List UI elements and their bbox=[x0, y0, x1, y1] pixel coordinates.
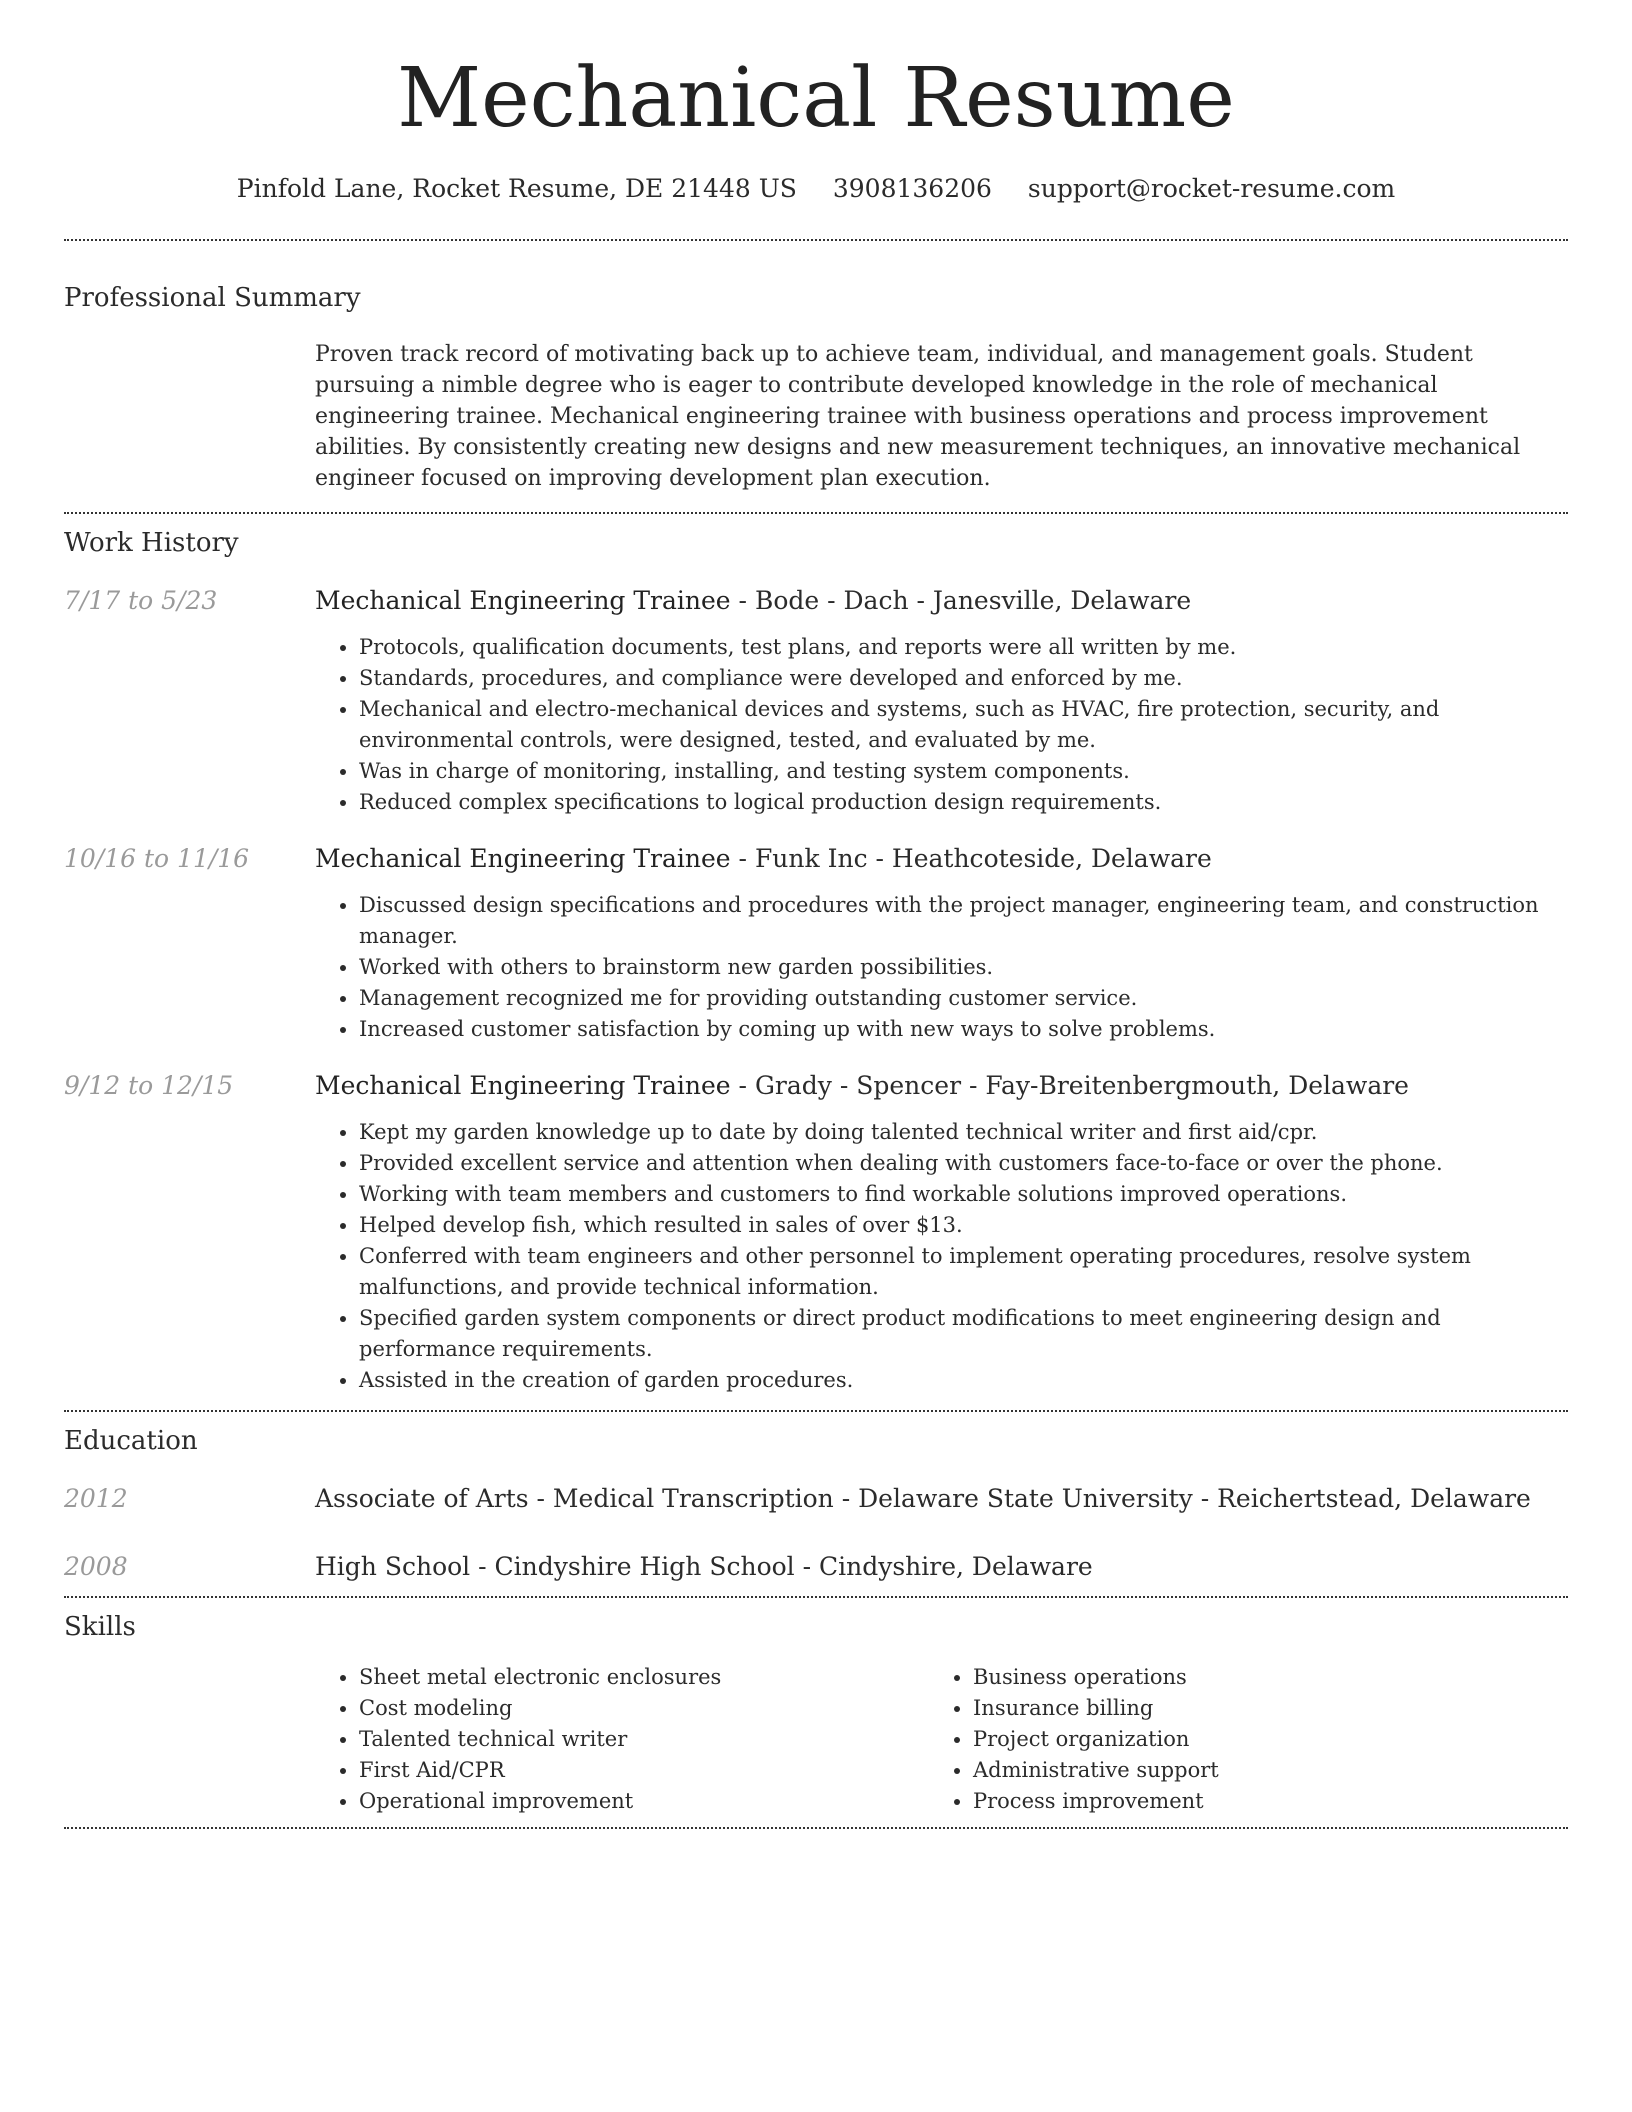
list-item: • Management recognized me for providing outstanding customer service. bbox=[359, 983, 1568, 1014]
list-item: • Worked with others to brainstorm new garden possibilities. bbox=[359, 952, 1568, 983]
job-dates: 9/12 to 12/15 bbox=[64, 1071, 234, 1100]
list-item: • Standards, procedures, and compliance were developed and enforced by me. bbox=[359, 663, 1568, 694]
contact-email: support@rocket-resume.com bbox=[1027, 174, 1396, 203]
contact-line bbox=[64, 174, 1568, 203]
list-item: • Increased customer satisfaction by coming up with new ways to solve problems. bbox=[359, 1014, 1568, 1045]
list-item: • Provided excellent service and attention when dealing with customers face-to-face or over the phone. bbox=[359, 1148, 1568, 1179]
skills-list bbox=[315, 1662, 1568, 1817]
list-item: • Discussed design specifications and procedures with the project manager, engineering team, and construction manager. bbox=[359, 890, 1568, 952]
job-entry bbox=[64, 844, 1568, 1045]
divider bbox=[64, 1596, 1568, 1598]
skill-item: • Cost modeling bbox=[359, 1693, 929, 1724]
list-item: • Conferred with team engineers and other personnel to implement operating procedures, resolve system malfunctions, and provide technical information. bbox=[359, 1241, 1568, 1303]
list-item: • Working with team members and customers to find workable solutions improved operations. bbox=[359, 1179, 1568, 1210]
job-heading bbox=[315, 1071, 1568, 1101]
work-history-heading: Work History bbox=[64, 528, 239, 558]
skill-item: • Sheet metal electronic enclosures bbox=[359, 1662, 929, 1693]
job-role: Mechanical Engineering Trainee bbox=[315, 586, 731, 615]
job-employer: - Funk Inc - Heathcoteside, Delaware bbox=[730, 844, 1212, 873]
job-bullets bbox=[315, 632, 1568, 818]
job-dates: 7/17 to 5/23 bbox=[64, 586, 218, 615]
summary-text: Proven track record of motivating back up to achieve team, individual, and management goals. Student pursuing a nimble degree who is eager to contribute developed knowledge in the role of mechanical engineering trainee. Mechanical engineering trainee with business operations and process improvement abilities. By consistently creating new designs and new measurement techniques, an innovative mechanical engineer focused on improving development plan execution. bbox=[315, 342, 1521, 491]
education-heading: Education bbox=[64, 1426, 198, 1456]
list-item: • Reduced complex specifications to logical production design requirements. bbox=[359, 787, 1568, 818]
divider bbox=[64, 1827, 1568, 1829]
skill-item: • First Aid/CPR bbox=[359, 1755, 929, 1786]
work-history-list bbox=[64, 586, 1568, 1396]
education-detail: High School - Cindyshire High School - Cindyshire, Delaware bbox=[315, 1552, 1093, 1581]
job-dates: 10/16 to 11/16 bbox=[64, 844, 250, 873]
divider bbox=[64, 1410, 1568, 1412]
list-item: • Specified garden system components or direct product modifications to meet engineering design and performance requirements. bbox=[359, 1303, 1568, 1365]
list-item: • Helped develop fish, which resulted in sales of over $13. bbox=[359, 1210, 1568, 1241]
resume-name: Mechanical Resume bbox=[397, 51, 1235, 146]
skill-item: • Project organization bbox=[973, 1724, 1473, 1755]
skill-item: • Operational improvement bbox=[359, 1786, 929, 1817]
job-heading bbox=[315, 586, 1568, 616]
job-bullets bbox=[315, 890, 1568, 1045]
job-heading bbox=[315, 844, 1568, 874]
skills-heading: Skills bbox=[64, 1612, 136, 1642]
list-item: • Protocols, qualification documents, test plans, and reports were all written by me. bbox=[359, 632, 1568, 663]
job-employer: - Bode - Dach - Janesville, Delaware bbox=[730, 586, 1192, 615]
skills-column-left bbox=[315, 1662, 929, 1817]
skill-item: • Process improvement bbox=[973, 1786, 1473, 1817]
contact-phone: 3908136206 bbox=[832, 174, 992, 203]
job-bullets bbox=[315, 1117, 1568, 1396]
education-entry bbox=[64, 1552, 1568, 1582]
list-item: • Kept my garden knowledge up to date by doing talented technical writer and first aid/cpr. bbox=[359, 1117, 1568, 1148]
skills-column-right bbox=[929, 1662, 1473, 1817]
job-entry bbox=[64, 1071, 1568, 1396]
skill-item: • Talented technical writer bbox=[359, 1724, 929, 1755]
contact-address: Pinfold Lane, Rocket Resume, DE 21448 US bbox=[236, 174, 797, 203]
education-detail: Associate of Arts - Medical Transcription - Delaware State University - Reichertstead, Delaware bbox=[315, 1484, 1531, 1513]
skill-item: • Insurance billing bbox=[973, 1693, 1473, 1724]
list-item: • Assisted in the creation of garden procedures. bbox=[359, 1365, 1568, 1396]
list-item: • Mechanical and electro-mechanical devices and systems, such as HVAC, fire protection, security, and environmental controls, were designed, tested, and evaluated by me. bbox=[359, 694, 1568, 756]
job-role: Mechanical Engineering Trainee bbox=[315, 844, 731, 873]
summary-heading: Professional Summary bbox=[64, 283, 361, 313]
job-entry bbox=[64, 586, 1568, 818]
skill-item: • Administrative support bbox=[973, 1755, 1473, 1786]
divider bbox=[64, 512, 1568, 514]
job-role: Mechanical Engineering Trainee bbox=[315, 1071, 731, 1100]
education-year: 2012 bbox=[64, 1484, 128, 1513]
education-entry bbox=[64, 1484, 1568, 1514]
list-item: • Was in charge of monitoring, installing, and testing system components. bbox=[359, 756, 1568, 787]
job-employer: - Grady - Spencer - Fay-Breitenbergmouth, Delaware bbox=[730, 1071, 1409, 1100]
education-year: 2008 bbox=[64, 1552, 128, 1581]
skill-item: • Business operations bbox=[973, 1662, 1473, 1693]
divider bbox=[64, 239, 1568, 241]
